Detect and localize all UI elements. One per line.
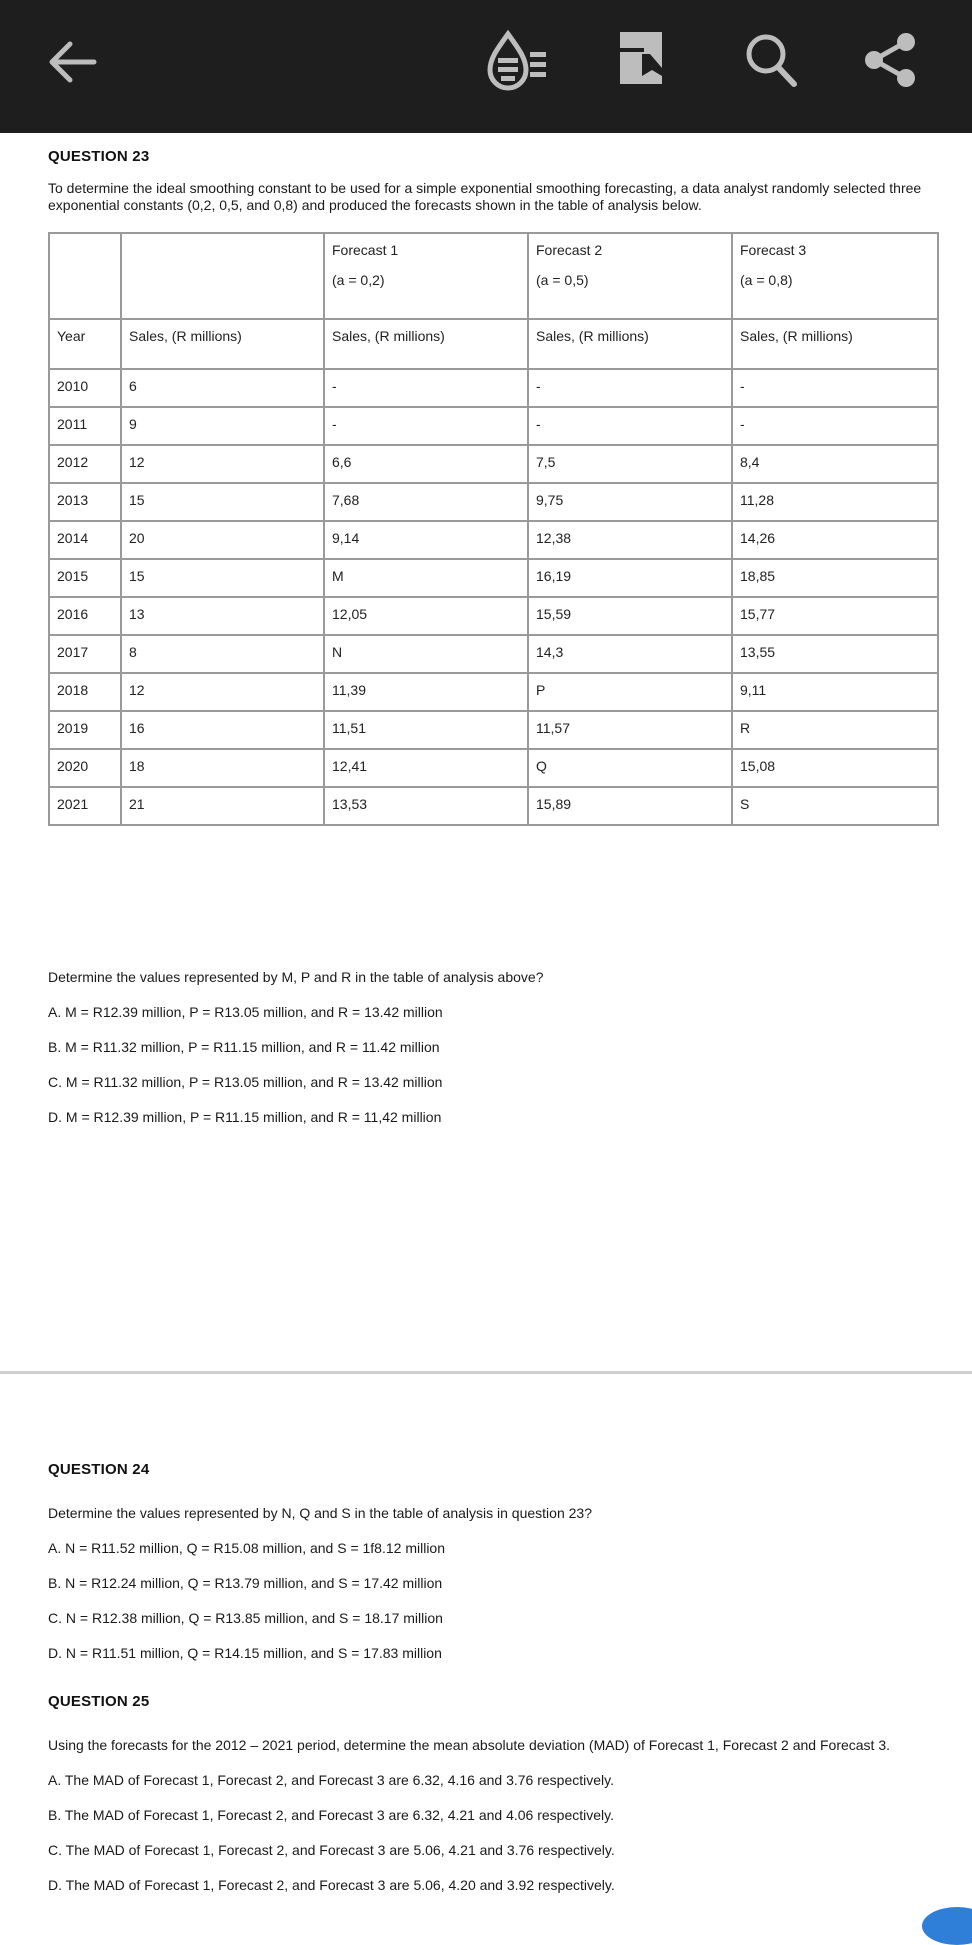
forecast-1-cell: N xyxy=(324,635,528,673)
forecast-3-cell: 15,08 xyxy=(732,749,938,787)
table-row xyxy=(49,521,938,559)
forecast-3-cell: R xyxy=(732,711,938,749)
forecast-1-cell: 9,14 xyxy=(324,521,528,559)
forecast-1-cell: 12,05 xyxy=(324,597,528,635)
year-cell: 2021 xyxy=(49,787,121,825)
year-cell: 2010 xyxy=(49,369,121,407)
forecast-2-header xyxy=(528,233,732,319)
table-row xyxy=(49,369,938,407)
forecast-2-cell: Q xyxy=(528,749,732,787)
forecast-1-cell: - xyxy=(324,407,528,445)
intro-line-1: To determine the ideal smoothing constant to be used for a simple exponential smoothing forecasting, a data analyst randomly selected three xyxy=(48,180,922,196)
sales-cell: 12 xyxy=(121,673,324,711)
table-row xyxy=(49,787,938,825)
forecast-name: Forecast 2 xyxy=(536,242,603,258)
q24-option-b[interactable]: B. N = R12.24 million, Q = R13.79 million, and S = 17.42 million xyxy=(48,1575,443,1591)
table-row xyxy=(49,597,938,635)
forecast-2-cell: - xyxy=(528,369,732,407)
forecast-3-cell: 9,11 xyxy=(732,673,938,711)
year-cell: 2015 xyxy=(49,559,121,597)
column-header-sales: Sales, (R millions) xyxy=(121,319,324,369)
forecast-2-cell: 12,38 xyxy=(528,521,732,559)
forecast-1-cell: 13,53 xyxy=(324,787,528,825)
sales-cell: 21 xyxy=(121,787,324,825)
forecast-alpha: (a = 0,2) xyxy=(332,272,385,288)
forecast-3-cell: 11,28 xyxy=(732,483,938,521)
sales-cell: 6 xyxy=(121,369,324,407)
forecast-3-cell: 15,77 xyxy=(732,597,938,635)
forecast-1-cell: 7,68 xyxy=(324,483,528,521)
table-row xyxy=(49,749,938,787)
forecast-3-cell: 13,55 xyxy=(732,635,938,673)
year-cell: 2018 xyxy=(49,673,121,711)
column-header-forecast-3-sales: Sales, (R millions) xyxy=(732,319,938,369)
column-header-row xyxy=(49,319,938,369)
sales-cell: 13 xyxy=(121,597,324,635)
year-cell: 2020 xyxy=(49,749,121,787)
column-header-forecast-1-sales: Sales, (R millions) xyxy=(324,319,528,369)
forecast-2-cell: 14,3 xyxy=(528,635,732,673)
sales-cell: 18 xyxy=(121,749,324,787)
forecast-name: Forecast 3 xyxy=(740,242,807,258)
sales-cell: 8 xyxy=(121,635,324,673)
year-cell: 2013 xyxy=(49,483,121,521)
forecast-1-cell: 12,41 xyxy=(324,749,528,787)
sales-cell: 20 xyxy=(121,521,324,559)
question-25-prompt: Using the forecasts for the 2012 – 2021 period, determine the mean absolute deviation (MAD) of Forecast 1, Forecast 2 and Forecast 3. xyxy=(48,1737,891,1753)
q25-option-a[interactable]: A. The MAD of Forecast 1, Forecast 2, and Forecast 3 are 6.32, 4.16 and 3.76 respectively. xyxy=(48,1772,614,1788)
sales-cell: 15 xyxy=(121,559,324,597)
forecast-1-cell: - xyxy=(324,369,528,407)
forecast-2-cell: 15,59 xyxy=(528,597,732,635)
q23-option-a[interactable]: A. M = R12.39 million, P = R13.05 million, and R = 13.42 million xyxy=(48,1004,443,1020)
search-icon[interactable] xyxy=(744,32,798,88)
forecast-2-cell: - xyxy=(528,407,732,445)
back-arrow-icon[interactable] xyxy=(46,40,98,84)
year-cell: 2019 xyxy=(49,711,121,749)
forecast-header-row xyxy=(49,233,938,319)
forecast-1-cell: 6,6 xyxy=(324,445,528,483)
table-row xyxy=(49,445,938,483)
analysis-table xyxy=(48,232,939,826)
q24-option-c[interactable]: C. N = R12.38 million, Q = R13.85 million, and S = 18.17 million xyxy=(48,1610,443,1626)
q24-option-d[interactable]: D. N = R11.51 million, Q = R14.15 million, and S = 17.83 million xyxy=(48,1645,442,1661)
q23-option-d[interactable]: D. M = R12.39 million, P = R11.15 million, and R = 11,42 million xyxy=(48,1109,442,1125)
forecast-1-cell: M xyxy=(324,559,528,597)
table-row xyxy=(49,635,938,673)
question-23-heading: QUESTION 23 xyxy=(48,148,150,165)
table-row xyxy=(49,483,938,521)
forecast-1-cell: 11,51 xyxy=(324,711,528,749)
forecast-1-cell: 11,39 xyxy=(324,673,528,711)
forecast-alpha: (a = 0,5) xyxy=(536,272,589,288)
table-cell xyxy=(49,233,121,319)
forecast-3-cell: - xyxy=(732,369,938,407)
forecast-2-cell: 9,75 xyxy=(528,483,732,521)
q24-option-a[interactable]: A. N = R11.52 million, Q = R15.08 million, and S = 1f8.12 million xyxy=(48,1540,445,1556)
sales-cell: 15 xyxy=(121,483,324,521)
question-25-heading: QUESTION 25 xyxy=(48,1693,150,1710)
year-cell: 2011 xyxy=(49,407,121,445)
app-toolbar xyxy=(0,0,972,133)
forecast-2-cell: 15,89 xyxy=(528,787,732,825)
question-24-heading: QUESTION 24 xyxy=(48,1461,150,1478)
column-header-forecast-2-sales: Sales, (R millions) xyxy=(528,319,732,369)
floating-action-button[interactable] xyxy=(922,1907,972,1945)
bookmark-icon[interactable] xyxy=(618,30,664,86)
q23-option-c[interactable]: C. M = R11.32 million, P = R13.05 million, and R = 13.42 million xyxy=(48,1074,443,1090)
table-row xyxy=(49,407,938,445)
page-divider xyxy=(0,1371,972,1374)
sales-cell: 16 xyxy=(121,711,324,749)
forecast-alpha: (a = 0,8) xyxy=(740,272,793,288)
q25-option-d[interactable]: D. The MAD of Forecast 1, Forecast 2, and Forecast 3 are 5.06, 4.20 and 3.92 respectively. xyxy=(48,1877,615,1893)
forecast-1-header xyxy=(324,233,528,319)
table-row xyxy=(49,711,938,749)
year-cell: 2014 xyxy=(49,521,121,559)
forecast-3-cell: 8,4 xyxy=(732,445,938,483)
share-icon[interactable] xyxy=(862,32,918,88)
question-23-prompt: Determine the values represented by M, P and R in the table of analysis above? xyxy=(48,969,544,985)
q23-option-b[interactable]: B. M = R11.32 million, P = R11.15 million, and R = 11.42 million xyxy=(48,1039,440,1055)
forecast-3-cell: S xyxy=(732,787,938,825)
table-row xyxy=(49,559,938,597)
year-cell: 2012 xyxy=(49,445,121,483)
table-cell xyxy=(121,233,324,319)
forecast-3-cell: 18,85 xyxy=(732,559,938,597)
column-header-year: Year xyxy=(49,319,121,369)
sales-cell: 12 xyxy=(121,445,324,483)
intro-line-2: exponential constants (0,2, 0,5, and 0,8) and produced the forecasts shown in the table of analysis below. xyxy=(48,197,702,213)
year-cell: 2017 xyxy=(49,635,121,673)
forecast-3-header xyxy=(732,233,938,319)
forecast-3-cell: 14,26 xyxy=(732,521,938,559)
question-23-intro xyxy=(48,180,928,214)
year-cell: 2016 xyxy=(49,597,121,635)
forecast-2-cell: 11,57 xyxy=(528,711,732,749)
forecast-name: Forecast 1 xyxy=(332,242,399,258)
forecast-2-cell: 7,5 xyxy=(528,445,732,483)
question-24-prompt: Determine the values represented by N, Q and S in the table of analysis in question 23? xyxy=(48,1505,592,1521)
sales-cell: 9 xyxy=(121,407,324,445)
forecast-2-cell: 16,19 xyxy=(528,559,732,597)
forecast-3-cell: - xyxy=(732,407,938,445)
q25-option-b[interactable]: B. The MAD of Forecast 1, Forecast 2, and Forecast 3 are 6.32, 4.21 and 4.06 respectively. xyxy=(48,1807,614,1823)
reading-mode-icon[interactable] xyxy=(484,30,550,92)
q25-option-c[interactable]: C. The MAD of Forecast 1, Forecast 2, and Forecast 3 are 5.06, 4.21 and 3.76 respectively. xyxy=(48,1842,615,1858)
table-row xyxy=(49,673,938,711)
forecast-2-cell: P xyxy=(528,673,732,711)
